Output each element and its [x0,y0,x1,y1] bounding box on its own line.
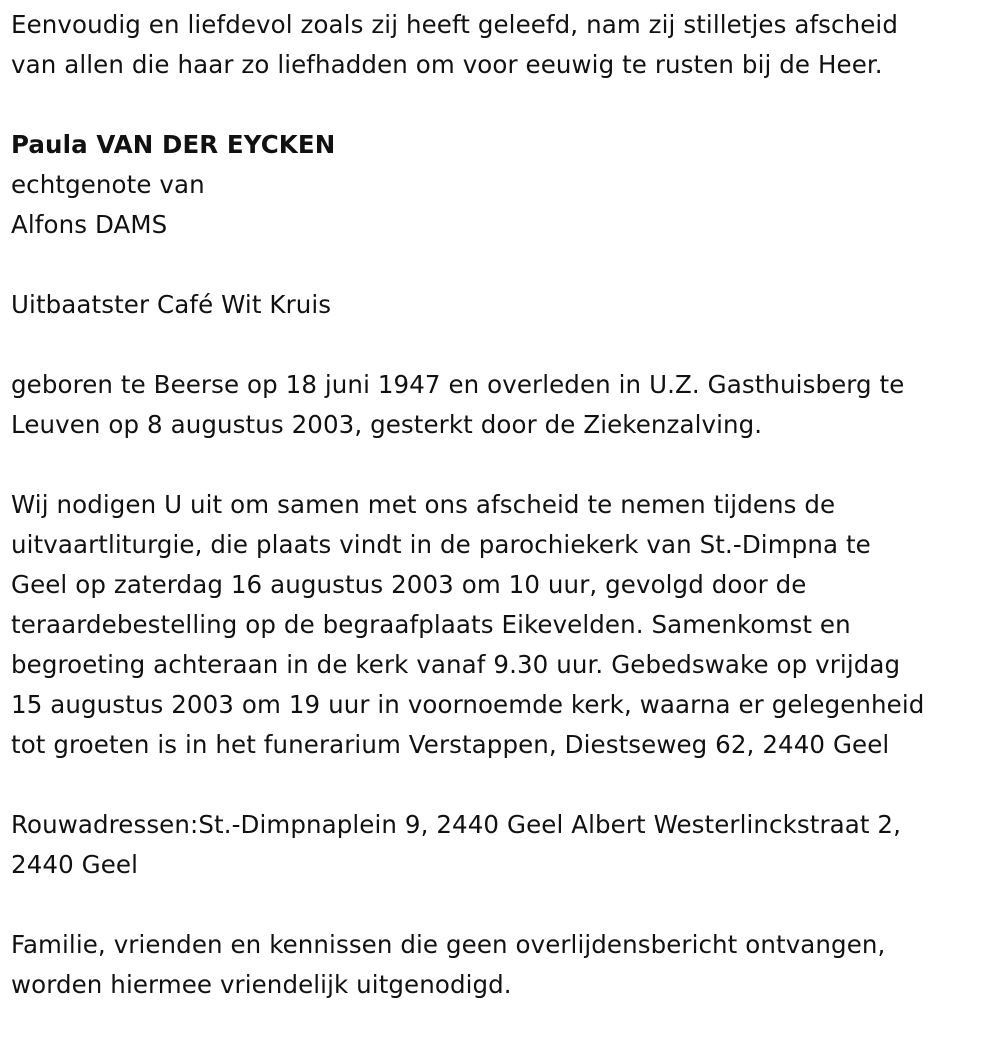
spacer [11,765,991,805]
intro-line: van allen die haar zo liefhadden om voor eeuwig te rusten bij de Heer. [11,50,883,79]
invitation-line: begroeting achteraan in de kerk vanaf 9.30 uur. Gebedswake op vrijdag [11,650,901,679]
occupation-paragraph [11,285,991,325]
deceased-block [11,125,991,245]
invitation-line: uitvaartliturgie, die plaats vindt in de parochiekerk van St.-Dimpna te [11,530,871,559]
occupation-text: Uitbaatster Café Wit Kruis [11,290,332,319]
invitation-line: teraardebestelling op de begraafplaats Eikevelden. Samenkomst en [11,610,851,639]
spacer [11,245,991,285]
closing-line: worden hiermee vriendelijk uitgenodigd. [11,970,512,999]
invitation-line: Geel op zaterdag 16 augustus 2003 om 10 uur, gevolgd door de [11,570,807,599]
birth-death-line: Leuven op 8 augustus 2003, gesterkt door de Ziekenzalving. [11,410,763,439]
addresses-line: Rouwadressen:St.-Dimpnaplein 9, 2440 Geel Albert Westerlinckstraat 2, [11,810,902,839]
addresses-line: 2440 Geel [11,850,138,879]
obituary-notice [11,5,991,1005]
spacer [11,325,991,365]
intro-paragraph [11,5,991,85]
closing-paragraph [11,925,991,1005]
relation-text: echtgenote van [11,170,205,199]
spacer [11,445,991,485]
birth-death-line: geboren te Beerse op 18 juni 1947 en overleden in U.Z. Gasthuisberg te [11,370,905,399]
intro-line: Eenvoudig en liefdevol zoals zij heeft geleefd, nam zij stilletjes afscheid [11,10,898,39]
birth-death-paragraph [11,365,991,445]
addresses-paragraph [11,805,991,885]
spouse-name: Alfons DAMS [11,210,168,239]
spacer [11,885,991,925]
deceased-name: Paula VAN DER EYCKEN [11,130,336,159]
invitation-line: 15 augustus 2003 om 19 uur in voornoemde kerk, waarna er gelegenheid [11,690,925,719]
invitation-line: Wij nodigen U uit om samen met ons afscheid te nemen tijdens de [11,490,836,519]
invitation-paragraph [11,485,991,765]
closing-line: Familie, vrienden en kennissen die geen overlijdensbericht ontvangen, [11,930,886,959]
invitation-line: tot groeten is in het funerarium Verstappen, Diestseweg 62, 2440 Geel [11,730,890,759]
spacer [11,85,991,125]
